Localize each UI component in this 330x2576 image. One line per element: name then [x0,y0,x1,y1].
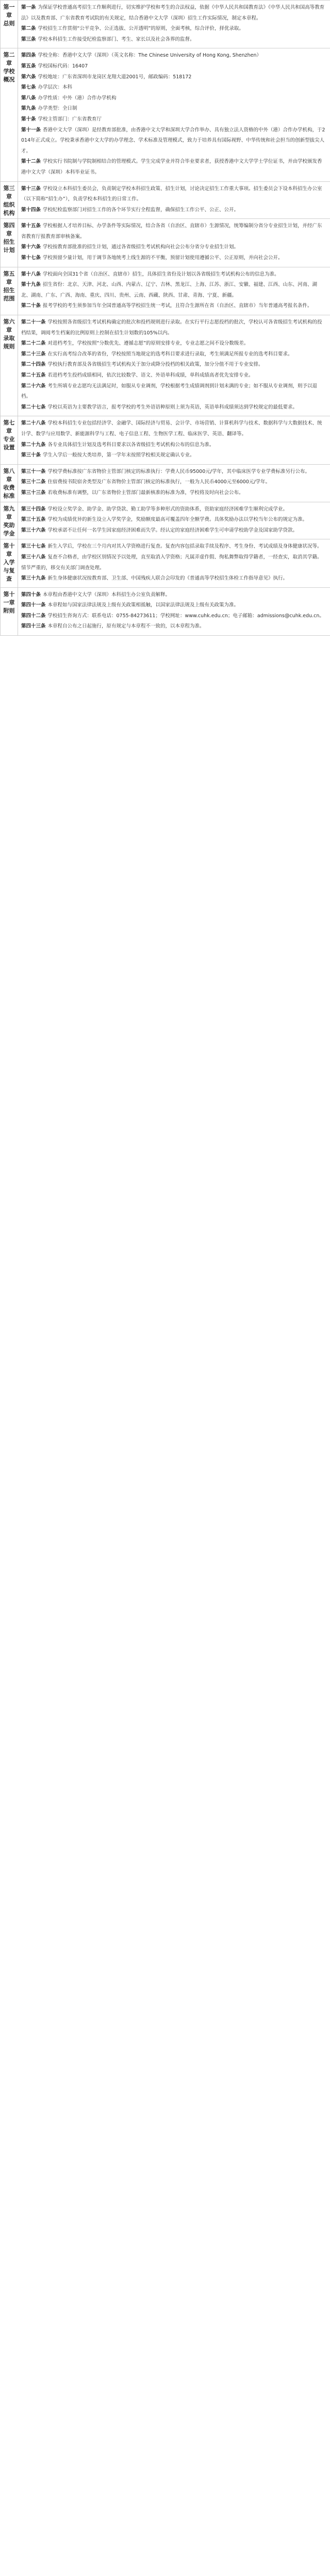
article-paragraph [21,488,327,499]
article-number: 第五条 [21,63,36,69]
article-paragraph [21,125,327,157]
article-paragraph [21,573,327,584]
chapter-row [1,587,330,635]
article-text: 复查不合格者，由学校区别情况予以处理，直至取消入学资格；凡属弄虚作假、徇私舞弊取得学籍者，一经查实，取消其学籍。情节严重的，移交有关部门调查处理。 [21,554,322,571]
article-number: 第三十九条 [21,575,46,582]
article-text: 招生省份：北京、天津、河北、山西、内蒙古、辽宁、吉林、黑龙江、上海、江苏、浙江、安徽、福建、江西、山东、河南、湖北、湖南、广东、广西、海南、重庆、四川、贵州、云南、西藏、陕西、甘肃、青海、宁夏、新疆。 [21,282,318,298]
chapter-row [1,464,330,502]
article-text: 本章程由香港中文大学（深圳）本科招生办公室负责解释。 [43,591,171,598]
article-paragraph [21,242,327,253]
article-number: 第二十三条 [21,351,46,357]
chapter-row [1,267,330,315]
chapter-heading: 第四章 招生计划 [1,219,18,267]
article-paragraph [21,349,327,360]
chapter-content [18,1,330,48]
article-number: 第十一条 [21,127,41,133]
article-text: 学校招生工作贯彻“公平竞争、公正选拔、公开透明”的原则，全面考核，综合评价，择优录取。 [38,26,244,32]
chapter-heading: 第五章 招生范围 [1,267,18,315]
article-number: 第三十五条 [21,517,46,523]
chapter-heading: 第三章 组织机构 [1,181,18,219]
article-text: 学校地址：广东省深圳市龙岗区龙翔大道2001号，邮政编码：518172 [38,74,192,80]
article-number: 第二十五条 [21,372,46,378]
article-paragraph [21,269,327,280]
article-paragraph [21,221,327,242]
chapter-heading: 第九章 奖助学金 [1,502,18,539]
article-paragraph [21,590,327,601]
article-paragraph [21,35,327,45]
article-number: 第八条 [21,95,36,101]
article-number: 第十四条 [21,207,41,213]
article-paragraph [21,611,327,622]
chapter-heading: 第二章 学校概况 [1,48,18,181]
article-paragraph [21,3,327,24]
article-paragraph [21,50,327,61]
article-paragraph [21,24,327,35]
article-text: 新生入学后，学校在三个月内对其入学资格进行复查。复查内容包括录取手续及程序、考生身份、考试成绩及身体健康状况等。 [47,544,322,550]
article-text: 学校面向全国31个省（自治区、直辖市）招生，具体招生省份及计划以各省级招生考试机构公布的信息为准。 [43,271,279,277]
article-paragraph [21,526,327,536]
article-text: 学校国标代码：16407 [38,63,88,69]
article-paragraph [21,317,327,338]
article-text: 为保证学校普通高考招生工作顺利进行，切实维护学校和考生的合法权益，依据《中华人民共和国教育法》《中华人民共和国高等教育法》以及教育部、广东省教育考试院的有关规定，结合香港中文大学（深圳）招生工作实际情况，制定本章程。 [21,5,325,21]
article-text: 学校设立奖学金、助学金、助学贷款、勤工助学等多种形式的资助体系，资助家庭经济困难学生顺利完成学业。 [47,506,288,512]
article-text: 办学类型：全日制 [38,106,77,112]
article-paragraph [21,541,327,552]
chapter-content [18,587,330,635]
article-number: 第二十八条 [21,420,46,427]
article-text: 办学层次：本科 [38,84,73,91]
article-number: 第三十条 [21,452,41,459]
article-number: 第九条 [21,106,36,112]
article-number: 第四十一条 [21,602,46,608]
article-number: 第二十条 [21,303,41,309]
article-text: 各专业具体招生计划及选考科目要求以各省级招生考试机构公布的信息为准。 [47,442,214,448]
article-paragraph [21,477,327,488]
article-number: 第三十四条 [21,506,46,512]
article-paragraph [21,338,327,349]
article-number: 第十五条 [21,223,41,229]
chapter-content [18,539,330,587]
article-text: 若进档考生投档成绩相同，依次比较数学、语文、外语单科成绩，单科成绩高者优先安排专业。 [47,372,254,378]
article-number: 第二条 [21,26,36,32]
article-text: 办学性质：中外（港）合作办学机构 [38,95,117,101]
article-paragraph [21,440,327,451]
article-number: 第二十六条 [21,383,46,389]
article-text: 住宿费按书院宿舍类型及广东省物价主管部门核定的标准执行，一般为人民币4000元至6000元/学年。 [47,479,271,485]
chapter-row [1,219,330,267]
article-number: 第二十四条 [21,362,46,368]
chapter-content [18,267,330,315]
article-number: 第二十七条 [21,404,46,410]
article-paragraph [21,370,327,381]
article-number: 第三十三条 [21,489,46,496]
article-text: 学校按教育部批准的招生计划，通过各省级招生考试机构向社会公布分省分专业招生计划。 [43,244,239,250]
article-paragraph [21,184,327,205]
article-number: 第三条 [21,36,36,42]
chapter-row [1,1,330,48]
article-number: 第六条 [21,74,36,80]
chapter-heading: 第六章 录取规则 [1,315,18,416]
chapter-content [18,464,330,502]
admissions-charter-table [0,0,330,636]
charter-body [1,1,330,636]
article-number: 第三十一条 [21,468,46,474]
article-number: 第十九条 [21,282,41,288]
article-text: 学校为成绩优异的新生设立入学奖学金，奖励额度最高可覆盖四年全额学费。具体奖励办法以学校当年公布的规定为准。 [47,517,308,523]
article-number: 第十三条 [21,185,41,192]
article-number: 第二十二条 [21,341,46,347]
article-paragraph [21,450,327,461]
chapter-content [18,315,330,416]
article-number: 第一条 [21,5,36,10]
article-text: 学校按照各省级招生考试机构确定的批次和投档规则进行录取。在实行平行志愿投档的批次，学校认可各省级招生考试机构的投档结果，调阅考生档案的比例原则上控制在招生计划数的105%以内。 [21,319,322,336]
article-paragraph [21,301,327,312]
article-paragraph [21,253,327,264]
article-number: 第七条 [21,84,36,91]
article-paragraph [21,418,327,439]
chapter-heading: 第八章 收费标准 [1,464,18,502]
article-paragraph [21,93,327,104]
article-number: 第二十一条 [21,319,46,326]
chapter-content [18,502,330,539]
article-number: 第三十二条 [21,479,46,485]
article-text: 学生入学后一般按大类培养，第一学年末按照学校相关规定确认专业。 [43,452,195,459]
article-paragraph [21,504,327,515]
chapter-heading: 第十一章 附则 [1,587,18,635]
chapter-row [1,416,330,464]
chapter-heading: 第十章 入学与复查 [1,539,18,587]
article-text: 在实行高考综合改革的省份，学校按照当地规定的选考科目要求进行录取，考生须满足所报专业的选考科目要求。 [47,351,293,357]
article-text: 对进档考生，学校按照“分数优先、遵循志愿”的原则安排专业，专业志愿之间不设分数级差。 [47,341,249,347]
article-number: 第三十七条 [21,544,46,550]
article-text: 学校承诺不让任何一名学生因家庭经济困难而失学。经认定的家庭经济困难学生可申请学校助学金及国家助学贷款。 [47,527,298,533]
chapter-content [18,48,330,181]
chapter-content [18,219,330,267]
article-text: 学校以英语为主要教学语言，报考学校的考生外语语种原则上须为英语，英语单科成绩须达到学校规定的最低要求。 [47,404,298,410]
article-paragraph [21,552,327,573]
article-paragraph [21,205,327,216]
article-text: 本章程自公布之日起施行，原有规定与本章程不一致的，以本章程为准。 [47,623,205,630]
chapter-content [18,416,330,464]
article-number: 第四条 [21,53,36,59]
article-number: 第十七条 [21,255,41,261]
article-text: 报考学校的考生须参加当年全国普通高等学校招生统一考试，且符合生源所在省（自治区、直辖市）当年普通高考报名条件。 [43,303,312,309]
article-text: 学校招生咨询方式：联系电话：0755-84273611；学校网址：www.cuhk.edu.cn；电子邮箱：admissions@cuhk.edu.cn。 [47,613,324,619]
chapter-row [1,502,330,539]
article-number: 第四十条 [21,591,41,598]
chapter-content [18,181,330,219]
article-text: 学校学费标准按广东省物价主管部门核定的标准执行：学费人民币95000元/学年，其中临床医学专业学费标准另行公布。 [47,468,310,474]
article-text: 学校本科招生工作接受纪检监察部门、考生、家长以及社会各界的监督。 [38,36,195,42]
article-text: 学校实行书院制与学院制相结合的管理模式。学生完成学业并符合毕业要求者，获授香港中文大学学士学位证书，并由学校颁发香港中文大学（深圳）本科毕业证书。 [21,159,322,175]
article-number: 第十二条 [21,159,41,165]
article-number: 第三十八条 [21,554,46,560]
article-text: 考生所填专业志愿均无法满足时，如服从专业调剂，学校根据考生成绩调剂到计划未满的专业；如不服从专业调剂，则予以退档。 [21,383,318,400]
article-paragraph [21,402,327,413]
article-paragraph [21,72,327,83]
article-paragraph [21,280,327,301]
article-paragraph [21,381,327,402]
article-paragraph [21,114,327,125]
article-paragraph [21,621,327,632]
article-text: 学校设立本科招生委员会，负责制定学校本科招生政策、招生计划，讨论决定招生工作重大事项。招生委员会下设本科招生办公室（以下简称“招生办”），负责学校本科招生的日常工作。 [21,185,322,202]
chapter-heading: 第一章 总则 [1,1,18,48]
article-number: 第三十六条 [21,527,46,533]
article-paragraph [21,360,327,370]
article-number: 第四十二条 [21,613,46,619]
chapter-heading: 第七章 专业设置 [1,416,18,464]
article-text: 学校全称：香港中文大学（深圳）（英文名称：The Chinese University of Hong Kong, Shenzhen） [38,53,262,59]
article-number: 第十六条 [21,244,41,250]
article-text: 香港中文大学（深圳）是经教育部批准，由香港中文大学和深圳大学合作举办、具有独立法人资格的中外（港）合作办学机构，于2014年正式成立。学校秉承香港中文大学的办学理念、学术标准及管理模式，致力于培养具有国际视野、中华传统和社会担当的创新型拔尖人才。 [21,127,325,154]
chapter-row [1,48,330,181]
article-text: 本章程如与国家法律法规及上级有关政策相抵触，以国家法律法规及上级有关政策为准。 [47,602,239,608]
article-number: 第十条 [21,116,36,122]
article-text: 学校主管部门：广东省教育厅 [38,116,102,122]
article-paragraph [21,104,327,114]
article-paragraph [21,157,327,178]
chapter-row [1,315,330,416]
article-number: 第十八条 [21,271,41,277]
article-paragraph [21,82,327,93]
article-text: 学校根据人才培养目标、办学条件等实际情况，结合各省（自治区、直辖市）生源情况，统筹编制分省分专业招生计划，并经广东省教育厅报教育部审核备案。 [21,223,322,240]
article-number: 第四十三条 [21,623,46,630]
article-text: 学校执行教育部及各省级招生考试机构关于加分或降分投档的相关政策，加分分值不用于专业安排。 [47,362,263,368]
article-paragraph [21,515,327,526]
chapter-row [1,181,330,219]
article-text: 学校纪检监察部门对招生工作的各个环节实行全程监督，确保招生工作公平、公正、公开。 [43,207,239,213]
article-paragraph [21,600,327,611]
article-text: 学校本科招生专业包括经济学、金融学、国际经济与贸易、会计学、市场营销、计算机科学与技术、数据科学与大数据技术、统计学、数学与应用数学、新能源科学与工程、电子信息工程、生物医学工程、临床医学、英语、翻译等。 [21,420,322,437]
article-paragraph [21,61,327,72]
article-paragraph [21,467,327,478]
chapter-row [1,539,330,587]
article-text: 新生身体健康状况按教育部、卫生部、中国残疾人联合会印发的《普通高等学校招生体检工作指导意见》执行。 [47,575,288,582]
article-text: 若收费标准有调整，以广东省物价主管部门最新核准的标准为准，学校将及时向社会公布。 [47,489,244,496]
article-text: 学校预留少量计划，用于调节各地统考上线生源的不平衡，预留计划使用遵循公平、公正原则，并向社会公开。 [43,255,283,261]
article-number: 第二十九条 [21,442,46,448]
